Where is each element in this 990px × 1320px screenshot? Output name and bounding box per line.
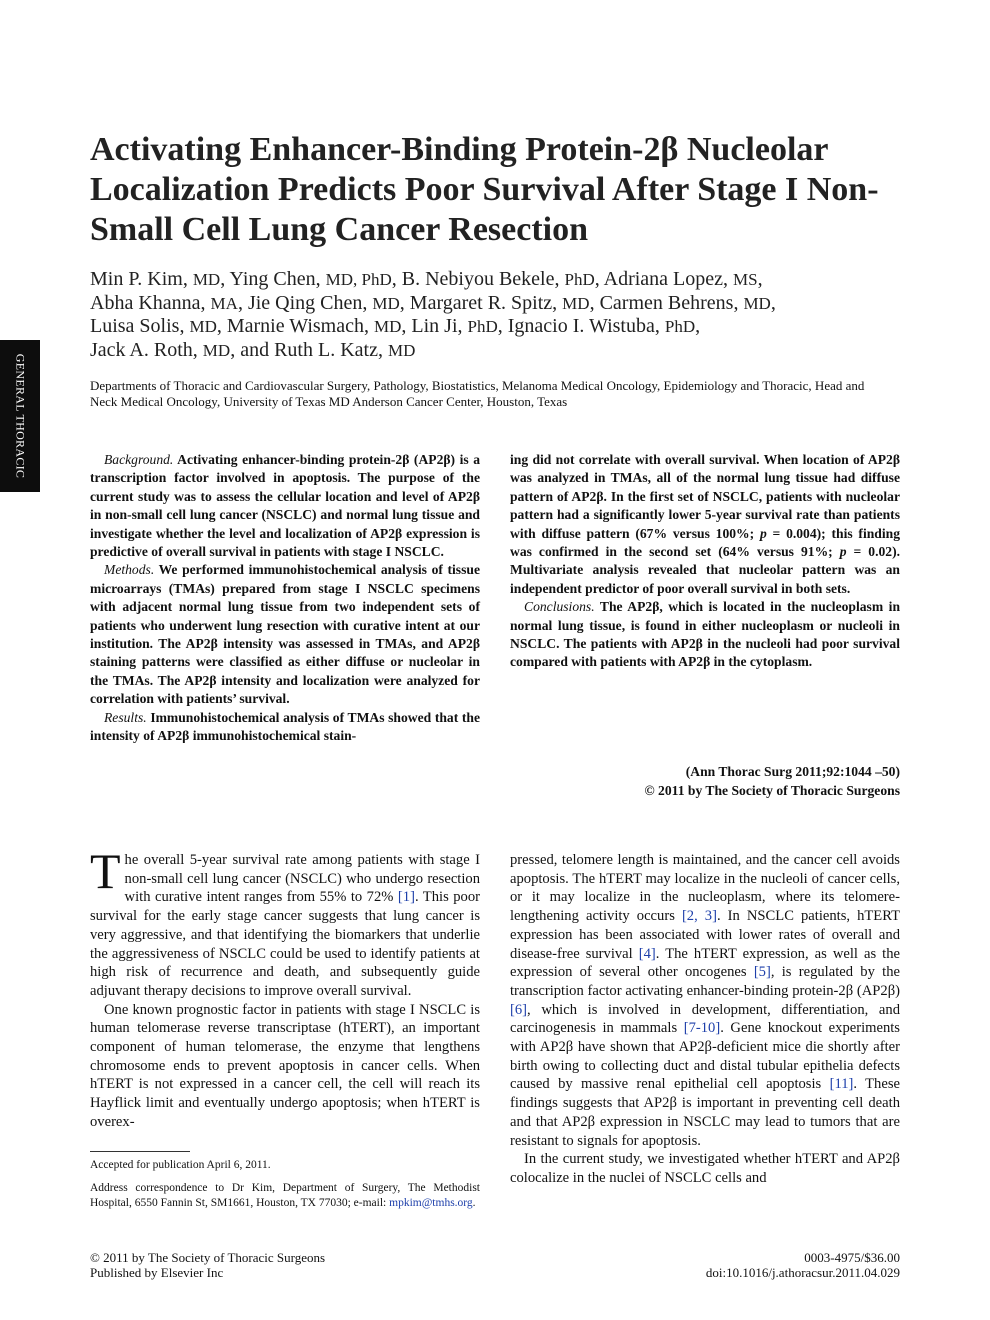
footnote-divider [90,1151,190,1152]
section-tab [0,340,40,492]
body-paragraph-3: In the current study, we investigated whether hTERT and AP2β colocalize in the nuclei of NSCLC cells and [510,1151,900,1186]
footer-right [560,1250,900,1280]
footer-left [90,1250,325,1280]
footer-publisher: Published by Elsevier Inc [90,1265,224,1280]
author-list: Min P. Kim, MD, Ying Chen, MD, PhD, B. Nebiyou Bekele, PhD, Adriana Lopez, MS, Abha Khanna, MA, Jie Qing Chen, MD, Margaret R. Spitz, MD, Carmen Behrens, MD, Luisa Solis, MD, Marnie Wismach, MD, Lin Ji, PhD, Ignacio I. Wistuba, PhD, Jack A. Roth, MD, and Ruth L. Katz, MD [90,268,776,361]
body-right-column [510,851,900,1188]
affiliation: Departments of Thoracic and Cardiovascular Surgery, Pathology, Biostatistics, Melanoma Medical Oncology, Epidemiology and Thoracic, Head and Neck Medical Oncology, University of Texas MD Anderson Cancer Center, Houston, Texas [90,378,865,409]
body-left-column [90,843,480,1132]
footnote-accepted: Accepted for publication April 6, 2011. [90,1159,271,1171]
drop-cap: T [90,843,121,899]
body-paragraph-1: The overall 5-year survival rate among patients with stage I non-small cell lung cancer (NSCLC) who undergo resection with curative intent ranges from 55% to 72% [1]. This poor survival for the early stage cancer suggests that lung cancer is very aggressive, and that identifying the biomarkers that underlie the aggressiveness of NSCLC could be used to identify patients at high risk of recurrence and death, and subsequently guide adjuvant therapy decisions to improve overall survival. [90,843,480,999]
reference-link[interactable]: [6] [510,1001,528,1018]
article-title: Activating Enhancer-Binding Protein-2β Nucleolar Localization Predicts Poor Survival After Stage I Non-Small Cell Lung Cancer Resection [90,131,879,248]
footer-copyright: © 2011 by The Society of Thoracic Surgeons [90,1250,326,1265]
section-tab-label: GENERAL THORACIC [13,353,28,479]
footer-doi: doi:10.1016/j.athoracsur.2011.04.029 [705,1265,900,1280]
reference-link[interactable]: [11] [829,1076,854,1093]
footnote-address: Address correspondence to Dr Kim, Department of Surgery, The Methodist Hospital, 6550 Fannin St, SM1661, Houston, TX 77030; e-mail: mpkim@tmhs.org. [90,1182,480,1209]
body-paragraph-2: One known prognostic factor in patients with stage I NSCLC is human telomerase reverse transcriptase (hTERT), an important component of human telomerase, the enzyme that lengthens chromosome ends to prevent apoptosis in cancer cells. When hTERT is not expressed in a cancer cell, the cell will reach its Hayflick limit and eventually undergo apoptosis; when hTERT is overex- [90,1001,480,1130]
email-link[interactable]: mpkim@tmhs.org [389,1197,473,1209]
reference-link[interactable]: [7-10] [683,1020,721,1037]
journal-citation [510,762,900,800]
footer-issn: 0003-4975/$36.00 [804,1250,900,1265]
citation-copyright: © 2011 by The Society of Thoracic Surgeons [644,783,900,798]
abstract-conclusions: Conclusions. The AP2β, which is located in the nucleoplasm in normal lung tissue, is found in either nucleoplasm or nucleoli in NSCLC. The patients with AP2β in the nucleoli had poor survival compared with patients with AP2β in the cytoplasm. [510,599,900,670]
abstract-left-column [90,451,480,746]
abstract-methods: Methods. We performed immunohistochemical analysis of tissue microarrays (TMAs) prepared from stage I NSCLC specimens with adjacent normal lung tissue from two independent sets of patients who underwent lung resection with curative intent at our institution. The AP2β intensity was assessed in TMAs, and AP2β staining patterns were classified as either diffuse or nucleolar in the TMAs. The AP2β intensity and localization were analyzed for correlation with patients’ survival. [90,562,480,707]
abstract-results: Results. Immunohistochemical analysis of TMAs showed that the intensity of AP2β immunohistochemical stain- [90,709,480,744]
reference-link[interactable]: [2, 3] [681,908,717,925]
reference-link[interactable]: [1] [397,889,415,906]
citation-journal: (Ann Thorac Surg 2011;92:1044 –50) [685,764,900,779]
abstract-background: Background. Activating enhancer-binding protein-2β (AP2β) is a transcription factor involved in apoptosis. The purpose of the current study was to assess the cellular location and level of AP2β in non-small cell lung cancer (NSCLC) and normal lung tissue and investigate whether the level and localization of AP2β expression is predictive of overall survival in patients with stage I NSCLC. [90,452,480,560]
abstract-right-column [510,451,900,672]
body-paragraph-2-continued: pressed, telomere length is maintained, and the cancer cell avoids apoptosis. The hTERT may localize in the nucleoli of cancer cells, or it may localize in the nucleoplasm, where its telomere-lengthening activity occurs [2, 3]. In NSCLC patients, hTERT expression has been associated with lower rates of overall and disease-free survival [4]. The hTERT expression, as well as the expression of several other oncogenes [5], is regulated by the transcription factor activating enhancer-binding protein-2β (AP2β) [6], which is involved in development, differentiation, and carcinogenesis in mammals [7-10]. Gene knockout experiments with AP2β have shown that AP2β-deficient mice die shortly after birth owing to collecting duct and distal tubular epithelia defects caused by massive renal epithelial cell apoptosis [11]. These findings suggests that AP2β is important in preventing cell death and that AP2β expression in NSCLC may lead to tumors that are resistant to signals for apoptosis. [510,852,900,1149]
reference-link[interactable]: [4] [638,945,656,962]
reference-link[interactable]: [5] [753,964,771,981]
abstract-results-continued: ing did not correlate with overall survival. When location of AP2β was analyzed in TMAs, all of the normal lung tissue had diffuse pattern of AP2β. In the first set of NSCLC, patients with nucleolar pattern had a significantly lower 5-year survival rate than patients with diffuse pattern (67% versus 100%; p = 0.004); this finding was confirmed in the second set (64% versus 91%; p = 0.02). Multivariate analysis revealed that nucleolar pattern was an independent predictor of poor overall survival in both sets. [510,452,900,596]
